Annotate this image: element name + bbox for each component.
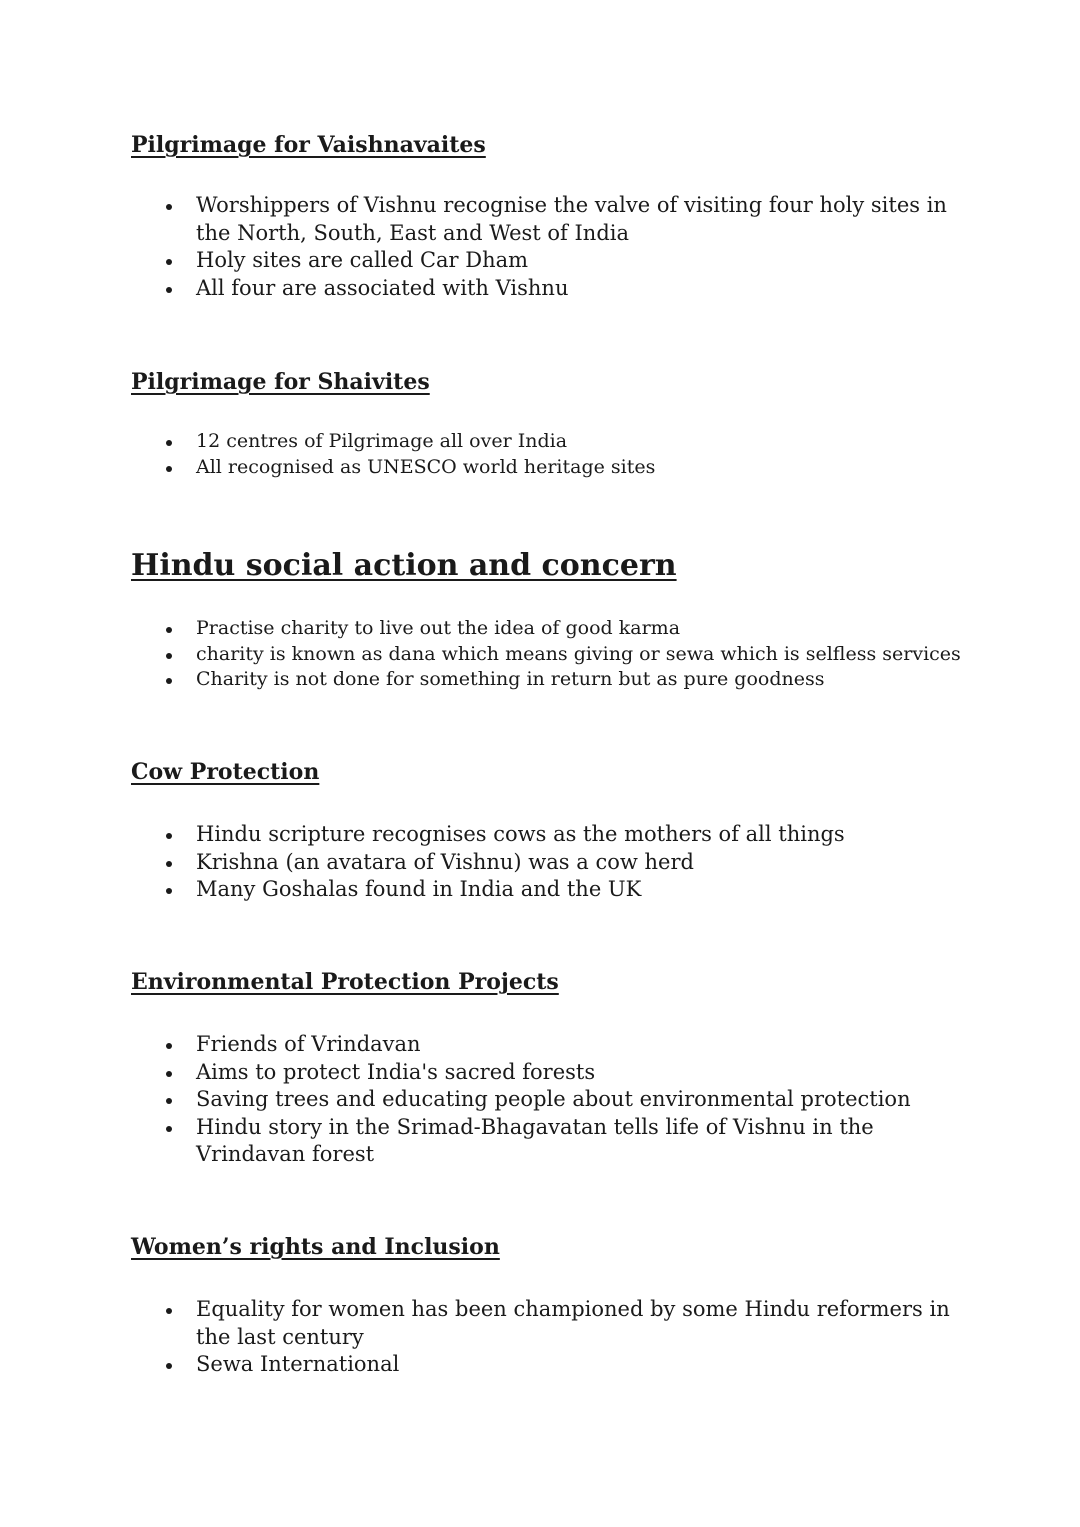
section-pilgrimage-shaivites	[131, 368, 961, 480]
list-item: Worshippers of Vishnu recognise the valve of visiting four holy sites in the North, South, East and West of India	[131, 192, 961, 247]
bullet-list	[131, 821, 961, 904]
section-pilgrimage-vaishnavaites	[131, 131, 961, 302]
list-item: Many Goshalas found in India and the UK	[131, 876, 961, 904]
section-heading: Cow Protection	[131, 759, 320, 785]
list-item: All recognised as UNESCO world heritage sites	[131, 455, 961, 481]
bullet-list	[131, 1296, 961, 1379]
list-item: Sewa International	[131, 1351, 961, 1379]
list-item: Hindu story in the Srimad-Bhagavatan tells life of Vishnu in the Vrindavan forest	[131, 1114, 961, 1169]
section-heading: Pilgrimage for Vaishnavaites	[131, 132, 486, 158]
bullet-list	[131, 616, 961, 693]
bullet-list	[131, 192, 961, 302]
list-item: Krishna (an avatara of Vishnu) was a cow herd	[131, 849, 961, 877]
list-item: Aims to protect India's sacred forests	[131, 1059, 961, 1087]
section-hindu-social-action	[131, 547, 961, 693]
section-womens-rights	[131, 1233, 961, 1379]
section-heading: Pilgrimage for Shaivites	[131, 369, 430, 395]
list-item: Holy sites are called Car Dham	[131, 247, 961, 275]
list-item: 12 centres of Pilgrimage all over India	[131, 429, 961, 455]
list-item: Hindu scripture recognises cows as the mothers of all things	[131, 821, 961, 849]
section-cow-protection	[131, 758, 961, 904]
list-item: Equality for women has been championed by some Hindu reformers in the last century	[131, 1296, 961, 1351]
list-item: charity is known as dana which means giving or sewa which is selfless services	[131, 642, 961, 668]
section-environmental-protection	[131, 968, 961, 1169]
bullet-list	[131, 429, 961, 480]
page-title: Hindu social action and concern	[131, 548, 677, 583]
section-heading: Women’s rights and Inclusion	[131, 1234, 500, 1260]
list-item: Friends of Vrindavan	[131, 1031, 961, 1059]
list-item: Practise charity to live out the idea of good karma	[131, 616, 961, 642]
list-item: Saving trees and educating people about environmental protection	[131, 1086, 961, 1114]
list-item: Charity is not done for something in return but as pure goodness	[131, 667, 961, 693]
list-item: All four are associated with Vishnu	[131, 275, 961, 303]
bullet-list	[131, 1031, 961, 1169]
section-heading: Environmental Protection Projects	[131, 969, 559, 995]
